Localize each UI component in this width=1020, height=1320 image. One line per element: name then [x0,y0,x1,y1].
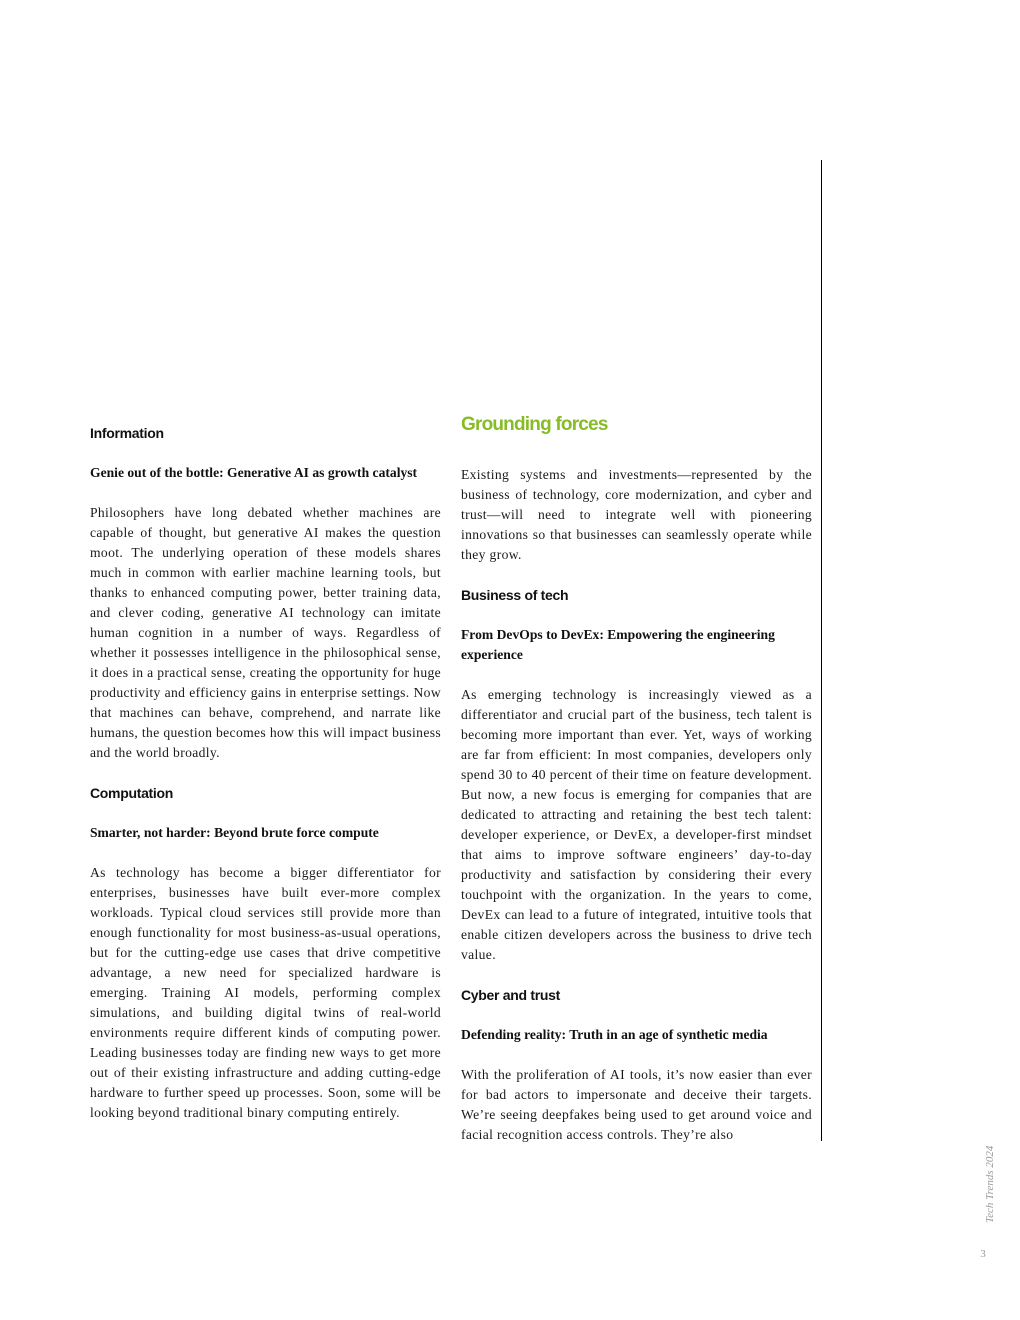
grounding-forces-title: Grounding forces [461,414,608,435]
subhead-generative-ai: Genie out of the bottle: Generative AI as growth catalyst [90,465,418,480]
subhead-synthetic-media: Defending reality: Truth in an age of synthetic media [461,1027,768,1042]
body-information: Philosophers have long debated whether machines are capable of thought, but generative AI makes the question moot. The underlying operation of these models shares much in common with earlier machine learning tools, but thanks to enhanced computing power, better training data, and clever coding, generative AI technology can imitate human cognition in a number of ways. Regardless of whether it possesses intelligence in the philosophical sense, it does in a practical sense, creating the opportunity for huge productivity and efficiency gains in enterprise settings. Now that machines can behave, comprehend, and narrate like humans, the question becomes how this will impact business and the world broadly. [90,505,441,760]
section-title-business-of-tech: Business of tech [461,587,569,603]
section-title-computation: Computation [90,785,174,801]
vertical-rule [821,160,822,1141]
right-column [461,405,812,1143]
section-title-information: Information [90,425,164,441]
subhead-devex: From DevOps to DevEx: Empowering the engineering experience [461,627,775,662]
section-title-cyber-and-trust: Cyber and trust [461,987,560,1003]
left-column [90,405,441,1123]
subhead-brute-force-compute: Smarter, not harder: Beyond brute force compute [90,825,379,840]
body-computation: As technology has become a bigger differentiator for enterprises, businesses have built ever-more complex workloads. Typical cloud services still provide more than enough functionality for most business-as-usual operations, but for the cutting-edge use cases that drive competitive advantage, a new need for specialized hardware is emerging. Training AI models, performing complex simulations, and building digital twins of real-world environments require different kinds of computing power. Leading businesses today are finding new ways to get more out of their existing infrastructure and adding cutting-edge hardware to further speed up processes. Soon, some will be looking beyond traditional binary computing entirely. [90,865,441,1120]
body-business-of-tech: As emerging technology is increasingly viewed as a differentiator and crucial part of the business, tech talent is becoming more important than ever. Yet, ways of working are far from efficient: In most companies, developers only spend 30 to 40 percent of their time on feature development. But now, a new focus is emerging for companies that are dedicated to attracting and retaining the best tech talent: developer experience, or DevEx, a developer-first mindset that aims to improve software engineers’ day-to-day productivity and satisfaction by considering their every touchpoint with the organization. In the years to come, DevEx can lead to a future of integrated, intuitive tools that enable citizen developers across the business to drive tech value. [461,687,812,962]
page-number: 3 [980,1248,986,1260]
body-cyber-and-trust: With the proliferation of AI tools, it’s now easier than ever for bad actors to impersonate and deceive their targets. We’re seeing deepfakes being used to get around voice and facial recognition access controls. They’re also [461,1067,812,1142]
running-title: Tech Trends 2024 [984,1145,996,1223]
grounding-forces-intro: Existing systems and investments—represented by the business of technology, core modernization, and cyber and trust—will need to integrate well with pioneering innovations so that businesses can seamlessly operate while they grow. [461,467,812,562]
